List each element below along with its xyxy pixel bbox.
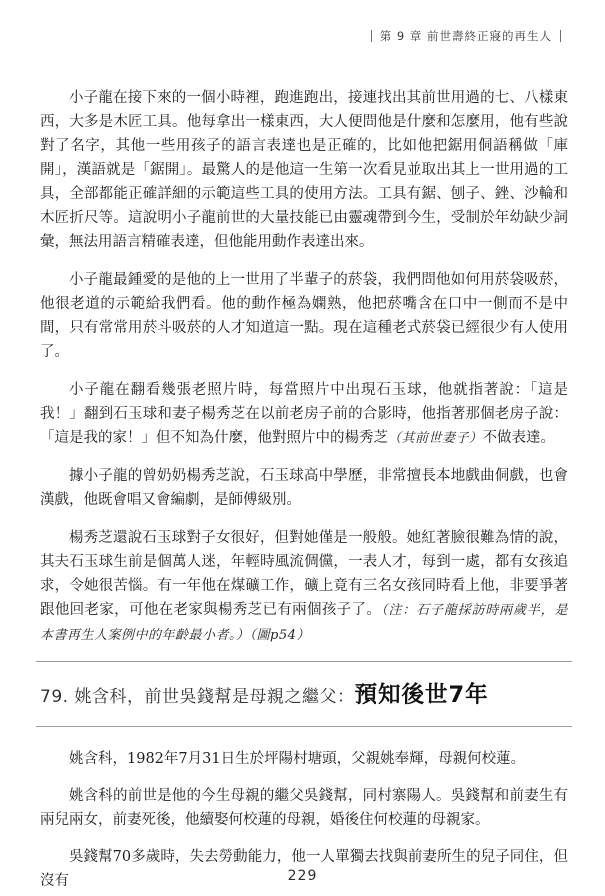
paragraph-text: 據小子龍的曾奶奶楊秀芝說，石玉球高中學歷，非常擅長本地戲曲侗戲，也會漢戲，他既會唱又會編劇，是師傅級別。 xyxy=(40,468,568,508)
inline-note: （其前世妻子） xyxy=(388,431,483,446)
paragraph-text: 小子龍在接下來的一個小時裡，跑進跑出，接連找出其前世用過的七、八樣東西，大多是木匠工具。他每拿出一樣東西，大人便問他是什麼和怎麼用，他有些說對了名字，其他一些用孩子的語言表達也是正確的，比如他把鋸用侗語稱做「庫開」，漢語就是「鋸開」。最驚人的是他這一生第一次看見並取出其上一世用過的工具，全部都能正確詳細的示範這些工具的使用方法。工具有鋸、刨子、銼、沙輪和木匠折尺等。這說明小子龍前世的大量技能已由靈魂帶到今生，受制於年幼缺少詞彙，無法用語言精確表達，但他能用動作表達出來。 xyxy=(40,90,568,250)
paragraph-text: 小子龍在翻看幾張老照片時，每當照片中出現石玉球，他就指著說：「這是我！」翻到石玉球和妻子楊秀芝在以前老房子前的合影時，他指著那個老房子說：「這是我的家！」但不知為什麼，他對照片中的楊秀芝 xyxy=(40,382,568,446)
paragraph xyxy=(40,378,568,451)
page-footer xyxy=(0,868,605,884)
paragraph xyxy=(40,464,568,513)
header-divider-left xyxy=(371,30,372,42)
paragraph xyxy=(40,526,568,648)
page-number: 229 xyxy=(287,868,318,884)
header-divider-right xyxy=(560,30,561,42)
section-highlight: 預知後世7年 xyxy=(354,682,489,708)
paragraph xyxy=(40,86,568,255)
paragraph xyxy=(40,747,568,771)
paragraph-text: 姚含科的前世是他的今生母親的繼父吳錢幫，同村寨陽人。吳錢幫和前妻生有兩兒兩女，前妻死後，他續娶何校蓮的母親，婚後住何校蓮的母親家。 xyxy=(40,788,568,828)
section-heading xyxy=(40,662,568,726)
paragraph-text: 楊秀芝還說石玉球對子女很好，但對她僅是一般般。她紅著臉很難為情的說，其夫石玉球生前是個萬人迷，年輕時風流倜儻，一表人才，每到一處，都有女孩追求，令她很苦惱。有一年他在煤礦工作，礦上竟有三名女孩同時看上他，非要爭著跟他回老家，可他在老家與楊秀芝已有兩個孩子了。 xyxy=(40,530,568,618)
figure-reference: （圖p54） xyxy=(249,628,310,643)
paragraph-text-cont: 不做表達。 xyxy=(482,430,556,446)
paragraph-text: 吳錢幫70多歲時，失去勞動能力，他一人單獨去找與前妻所生的兒子同住，但沒有 xyxy=(40,849,568,889)
paragraph-text: 小子龍最鍾愛的是他的上一世用了半輩子的菸袋，我們問他如何用菸袋吸菸，他很老道的示範給我們看。他的動作極為嫻熟，他把菸嘴含在口中一側而不是中間，只有常常用菸斗吸菸的人才知道這一點。現在這種老式菸袋已經很少有人使用了。 xyxy=(40,272,568,360)
page-body xyxy=(40,86,568,896)
chapter-title: 第 9 章 前世壽終正寢的再生人 xyxy=(379,29,552,43)
section-rule-bottom xyxy=(36,726,572,727)
paragraph-text: 姚含科，1982年7月31日生於坪陽村塘頭，父親姚奉輝，母親何校蓮。 xyxy=(69,751,526,767)
running-header xyxy=(363,28,569,44)
paragraph xyxy=(40,784,568,832)
case-note: （注：石子龍採訪時兩歲半，是本書再生人案例中的年齡最小者。） xyxy=(40,603,568,643)
section-title: 79. 姚含科，前世吳錢幫是母親之繼父： xyxy=(40,687,355,707)
paragraph xyxy=(40,268,568,365)
